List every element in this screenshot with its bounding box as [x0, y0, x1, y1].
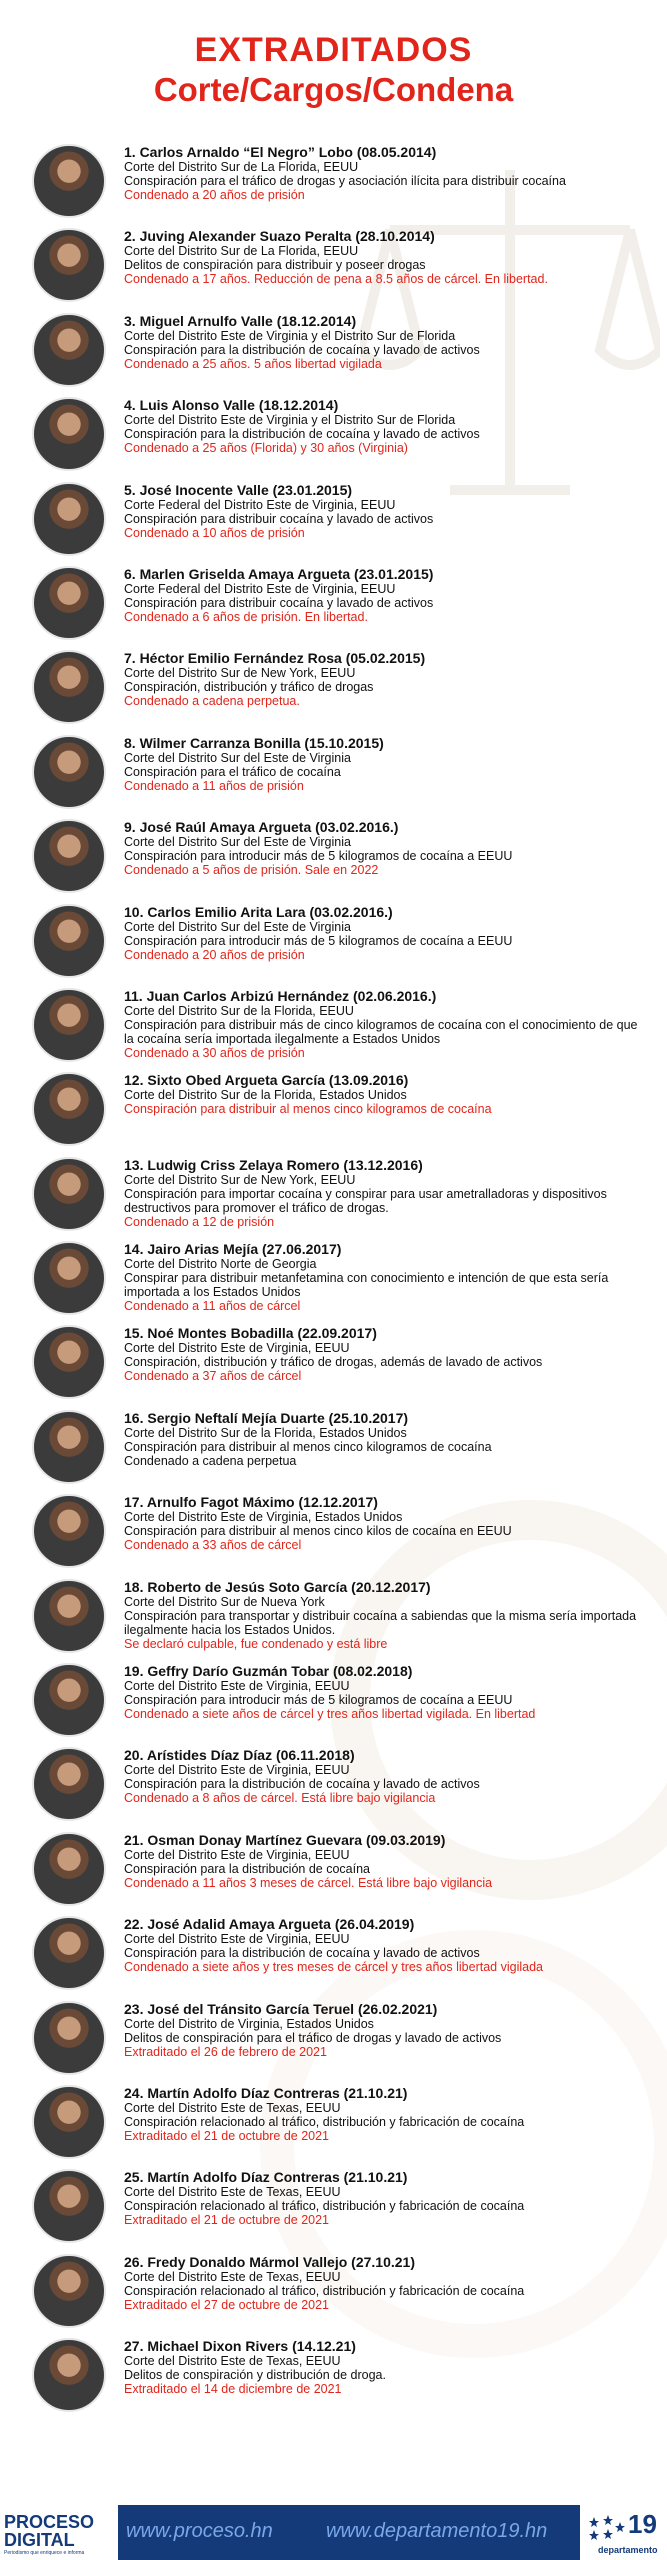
entry-court: Corte del Distrito Este de Virginia, EEUU: [124, 1763, 350, 1778]
entry-court: Corte del Distrito Sur de New York, EEUU: [124, 666, 356, 681]
entry-name: 19. Geffry Darío Guzmán Tobar (08.02.2018): [124, 1663, 413, 1680]
entry-court: Corte del Distrito Este de Virginia, EEUU: [124, 1679, 350, 1694]
entry-status: Condenado a 33 años de cárcel: [124, 1538, 302, 1553]
entry-name: 26. Fredy Donaldo Mármol Vallejo (27.10.21): [124, 2253, 415, 2270]
proceso-url-link[interactable]: www.proceso.hn: [126, 2520, 273, 2542]
entry-text: [124, 1072, 647, 1116]
entry-status: Condenado a 20 años de prisión: [124, 947, 305, 962]
entry-text: [124, 228, 647, 286]
entry-name: 8. Wilmer Carranza Bonilla (15.10.2015): [124, 734, 384, 751]
entry-name: 9. José Raúl Amaya Argueta (03.02.2016.): [124, 819, 399, 836]
entry-text: [124, 566, 647, 624]
list-item: [0, 2165, 667, 2249]
entry-charge: Conspiración para la distribución de cocaína y lavado de activos: [124, 342, 480, 357]
entry-name: 22. José Adalid Amaya Argueta (26.04.2019): [124, 1916, 415, 1933]
entry-court: Corte del Distrito Sur de La Florida, EEUU: [124, 244, 359, 259]
avatar: [32, 1325, 106, 1399]
entry-name: 7. Héctor Emilio Fernández Rosa (05.02.2015): [124, 650, 426, 667]
entry-name: 5. José Inocente Valle (23.01.2015): [124, 481, 353, 498]
entry-charge: Delitos de conspiración para distribuir y poseer drogas: [124, 258, 426, 273]
entry-text: [124, 2254, 647, 2312]
entry-text: [124, 1663, 647, 1721]
departamento19-wordmark: departamento: [598, 2545, 658, 2555]
entry-status: Conspiración para distribuir al menos cinco kilogramos de cocaína: [124, 1102, 492, 1117]
list-item: [0, 815, 667, 899]
extradited-list: [0, 140, 667, 2505]
entry-status: Extraditado el 21 de octubre de 2021: [124, 2213, 330, 2228]
list-item: [0, 562, 667, 646]
entry-charge: Conspiración para introducir más de 5 kilogramos de cocaína a EEUU: [124, 849, 513, 864]
list-item: [0, 393, 667, 477]
avatar: [32, 1916, 106, 1990]
entry-name: 21. Osman Donay Martínez Guevara (09.03.2019): [124, 1831, 446, 1848]
entry-text: [124, 313, 647, 371]
avatar: [32, 2085, 106, 2159]
entry-text: [124, 1494, 647, 1552]
entry-charge: Conspiración para distribuir al menos cinco kilogramos de cocaína: [124, 1439, 492, 1454]
entry-text: [124, 2085, 647, 2143]
entry-charge: Conspiración para transportar y distribuir cocaína a sabiendas que la misma sería importada ilegalmente hacia los Estados Unidos.: [124, 1608, 637, 1637]
entry-name: 17. Arnulfo Fagot Máximo (12.12.2017): [124, 1494, 378, 1511]
entry-court: Corte del Distrito Sur de La Florida, EEUU: [124, 160, 359, 174]
list-item: [0, 1153, 667, 1237]
entry-status: Condenado a 30 años de prisión: [124, 1045, 305, 1060]
entry-name: 27. Michael Dixon Rivers (14.12.21): [124, 2338, 356, 2355]
proceso-digital-logo[interactable]: [0, 2505, 118, 2560]
entry-charge: Delitos de conspiración y distribución de droga.: [124, 2368, 386, 2383]
list-item: [0, 478, 667, 562]
entry-status: Condenado a 8 años de cárcel. Está libre bajo vigilancia: [124, 1791, 436, 1806]
entry-court: Corte del Distrito Sur de Nueva York: [124, 1594, 325, 1609]
avatar: [32, 144, 106, 218]
entry-charge: Conspiración para distribuir cocaína y lavado de activos: [124, 511, 434, 526]
avatar: [32, 1072, 106, 1146]
entry-court: Corte del Distrito Este de Virginia, EEUU: [124, 1341, 350, 1356]
entry-charge: Conspiración relacionado al tráfico, distribución y fabricación de cocaína: [124, 2114, 525, 2129]
entry-text: [124, 735, 647, 793]
entry-status: Condenado a 37 años de cárcel: [124, 1369, 302, 1384]
entry-text: [124, 1579, 647, 1651]
avatar: [32, 904, 106, 978]
proceso-digital-tagline: Periodismo que enriquece e informa: [4, 2550, 85, 2556]
entry-charge: Conspirar para distribuir metanfetamina con conocimiento e intención de que esta sería importada a los Estados Unidos: [124, 1271, 609, 1300]
entry-name: 10. Carlos Emilio Arita Lara (03.02.2016.): [124, 903, 393, 920]
stars-icon: [586, 2513, 626, 2543]
departamento19-number: 19: [628, 2509, 657, 2539]
entry-court: Corte del Distrito Norte de Georgia: [124, 1257, 317, 1272]
entry-name: 23. José del Tránsito García Teruel (26.02.2021): [124, 2000, 438, 2017]
entry-text: [124, 1241, 647, 1313]
departamento19-logo[interactable]: [580, 2505, 667, 2560]
entry-court: Corte del Distrito Este de Texas, EEUU: [124, 2269, 341, 2284]
entry-court: Corte del Distrito Sur del Este de Virginia: [124, 750, 351, 765]
entry-text: [124, 1832, 647, 1890]
list-item: [0, 1575, 667, 1659]
entry-name: 18. Roberto de Jesús Soto García (20.12.2017): [124, 1578, 431, 1595]
entry-status: Condenado a 10 años de prisión: [124, 525, 305, 540]
entry-charge: Conspiración para el tráfico de drogas y asociación ilícita para distribuir cocaína: [124, 174, 566, 188]
entry-text: [124, 1410, 647, 1468]
avatar: [32, 1663, 106, 1737]
list-item: [0, 1237, 667, 1321]
entry-text: [124, 650, 647, 708]
list-item: [0, 1321, 667, 1405]
entry-status: Condenado a 17 años. Reducción de pena a 8.5 años de cárcel. En libertad.: [124, 272, 548, 287]
entry-court: Corte del Distrito Sur del Este de Virginia: [124, 919, 351, 934]
avatar: [32, 1832, 106, 1906]
entry-name: 12. Sixto Obed Argueta García (13.09.2016): [124, 1072, 409, 1089]
entry-status: Condenado a siete años de cárcel y tres años libertad vigilada. En libertad: [124, 1707, 536, 1722]
list-item: [0, 900, 667, 984]
avatar: [32, 1410, 106, 1484]
list-item: [0, 1490, 667, 1574]
page-title: EXTRADITADOS: [194, 31, 473, 69]
entry-status: Se declaró culpable, fue condenado y está libre: [124, 1636, 388, 1651]
entry-court: Corte del Distrito Sur de la Florida, Estados Unidos: [124, 1425, 407, 1440]
entry-name: 6. Marlen Griselda Amaya Argueta (23.01.2015): [124, 565, 434, 582]
avatar: [32, 482, 106, 556]
entry-text: [124, 1325, 647, 1383]
list-item: [0, 1406, 667, 1490]
entry-charge: Conspiración para distribuir al menos cinco kilos de cocaína en EEUU: [124, 1524, 512, 1539]
list-item: [0, 731, 667, 815]
avatar: [32, 313, 106, 387]
departamento19-url-link[interactable]: www.departamento19.hn: [326, 2520, 548, 2542]
entry-charge: Conspiración para introducir más de 5 kilogramos de cocaína a EEUU: [124, 1693, 513, 1708]
entry-court: Corte del Distrito Sur de la Florida, EEUU: [124, 1003, 354, 1018]
entry-name: 1. Carlos Arnaldo “El Negro” Lobo (08.05.2014): [124, 144, 437, 160]
entry-name: 15. Noé Montes Bobadilla (22.09.2017): [124, 1325, 377, 1342]
list-item: [0, 1912, 667, 1996]
entry-status: Condenado a 25 años (Florida) y 30 años (Virginia): [124, 441, 408, 456]
entry-charge: Conspiración para el tráfico de cocaína: [124, 764, 341, 779]
entry-charge: Conspiración relacionado al tráfico, distribución y fabricación de cocaína: [124, 2283, 525, 2298]
entry-charge: Conspiración para importar cocaína y conspirar para usar ametralladoras y dispositivos destructivos para promover el tráfico de drogas.: [124, 1186, 607, 1215]
entry-charge: Conspiración para la distribución de cocaína: [124, 1861, 370, 1876]
list-item: [0, 1743, 667, 1827]
entry-charge: Conspiración para la distribución de cocaína y lavado de activos: [124, 1777, 480, 1792]
entry-court: Corte del Distrito Sur de New York, EEUU: [124, 1172, 356, 1187]
entry-court: Corte Federal del Distrito Este de Virginia, EEUU: [124, 497, 396, 512]
entry-text: [124, 1916, 647, 1974]
footer: [0, 2505, 667, 2560]
avatar: [32, 819, 106, 893]
entry-court: Corte del Distrito Sur del Este de Virginia: [124, 835, 351, 850]
entry-court: Corte del Distrito de Virginia, Estados Unidos: [124, 2016, 374, 2031]
entry-court: Corte del Distrito Este de Virginia y el Distrito Sur de Florida: [124, 328, 456, 343]
entry-text: [124, 988, 647, 1060]
entry-court: Corte Federal del Distrito Este de Virginia, EEUU: [124, 581, 396, 596]
list-item: [0, 2334, 667, 2418]
entry-court: Corte del Distrito Este de Texas, EEUU: [124, 2354, 341, 2369]
list-item: [0, 984, 667, 1068]
avatar: [32, 988, 106, 1062]
avatar: [32, 1747, 106, 1821]
entry-court: Corte del Distrito Este de Virginia y el Distrito Sur de Florida: [124, 413, 456, 428]
entry-name: 20. Arístides Díaz Díaz (06.11.2018): [124, 1747, 355, 1764]
entry-charge: Conspiración, distribución y tráfico de drogas, además de lavado de activos: [124, 1355, 543, 1370]
entry-status: Condenado a cadena perpetua.: [124, 694, 300, 709]
entry-name: 25. Martín Adolfo Díaz Contreras (21.10.21): [124, 2169, 408, 2186]
entry-status: Extraditado el 14 de diciembre de 2021: [124, 2382, 342, 2397]
entry-status: Condenado a 11 años de prisión: [124, 778, 304, 793]
avatar: [32, 2001, 106, 2075]
avatar: [32, 650, 106, 724]
entry-text: [124, 2338, 647, 2396]
list-item: [0, 2250, 667, 2334]
entry-text: [124, 144, 647, 202]
entry-status: Condenado a 6 años de prisión. En libertad.: [124, 609, 368, 624]
entry-name: 2. Juving Alexander Suazo Peralta (28.10.2014): [124, 228, 435, 245]
entry-text: [124, 2001, 647, 2059]
entry-text: [124, 1747, 647, 1805]
entry-name: 11. Juan Carlos Arbizú Hernández (02.06.2016.): [124, 987, 437, 1004]
avatar: [32, 2169, 106, 2243]
entry-status: Condenado a 25 años. 5 años libertad vigilada: [124, 356, 382, 371]
list-item: [0, 309, 667, 393]
entry-charge: Conspiración para distribuir más de cinco kilogramos de cocaína con el conocimiento de que la cocaína sería importada ilegalmente a Estados Unidos: [124, 1017, 638, 1046]
entry-status: Extraditado el 21 de octubre de 2021: [124, 2128, 330, 2143]
entry-status: Condenado a cadena perpetua: [124, 1453, 297, 1468]
list-item: [0, 140, 667, 224]
header: [0, 30, 667, 110]
avatar: [32, 1157, 106, 1231]
list-item: [0, 224, 667, 308]
entry-text: [124, 819, 647, 877]
entry-court: Corte del Distrito Este de Texas, EEUU: [124, 2185, 341, 2200]
entry-charge: Conspiración para la distribución de cocaína y lavado de activos: [124, 1946, 480, 1961]
list-item: [0, 646, 667, 730]
entry-status: Condenado a siete años y tres meses de cárcel y tres años libertad vigilada: [124, 1960, 543, 1975]
entry-charge: Conspiración para la distribución de cocaína y lavado de activos: [124, 427, 480, 442]
entry-status: Extraditado el 27 de octubre de 2021: [124, 2297, 330, 2312]
avatar: [32, 566, 106, 640]
avatar: [32, 397, 106, 471]
avatar: [32, 1241, 106, 1315]
entry-status: Extraditado el 26 de febrero de 2021: [124, 2044, 327, 2059]
proceso-digital-wordmark: PROCESO DIGITAL: [4, 2512, 95, 2550]
list-item: [0, 1068, 667, 1152]
avatar: [32, 735, 106, 809]
entry-text: [124, 1157, 647, 1229]
entry-status: Condenado a 12 de prisión: [124, 1214, 275, 1229]
entry-name: 13. Ludwig Criss Zelaya Romero (13.12.2016): [124, 1156, 423, 1173]
avatar: [32, 1579, 106, 1653]
avatar: [32, 228, 106, 302]
entry-name: 14. Jairo Arias Mejía (27.06.2017): [124, 1241, 342, 1258]
list-item: [0, 2081, 667, 2165]
entry-name: 16. Sergio Neftalí Mejía Duarte (25.10.2017): [124, 1409, 409, 1426]
entry-court: Corte del Distrito Este de Virginia, EEUU: [124, 1932, 350, 1947]
entry-court: Corte del Distrito Este de Texas, EEUU: [124, 2100, 341, 2115]
entry-status: Condenado a 5 años de prisión. Sale en 2022: [124, 863, 379, 878]
entry-charge: Conspiración para introducir más de 5 kilogramos de cocaína a EEUU: [124, 933, 513, 948]
page-subtitle: Corte/Cargos/Condena: [153, 71, 514, 108]
entry-court: Corte del Distrito Sur de la Florida, Estados Unidos: [124, 1088, 407, 1103]
entry-charge: Conspiración, distribución y tráfico de drogas: [124, 680, 374, 695]
entry-charge: Delitos de conspiración para el tráfico de drogas y lavado de activos: [124, 2030, 502, 2045]
entry-text: [124, 482, 647, 540]
avatar: [32, 2254, 106, 2328]
entry-status: Condenado a 20 años de prisión: [124, 188, 305, 202]
avatar: [32, 2338, 106, 2412]
entry-name: 4. Luis Alonso Valle (18.12.2014): [124, 397, 339, 414]
list-item: [0, 1828, 667, 1912]
list-item: [0, 1997, 667, 2081]
avatar: [32, 1494, 106, 1568]
entry-charge: Conspiración relacionado al tráfico, distribución y fabricación de cocaína: [124, 2199, 525, 2214]
entry-status: Condenado a 11 años de cárcel: [124, 1299, 301, 1314]
entry-name: 24. Martín Adolfo Díaz Contreras (21.10.21): [124, 2084, 408, 2101]
entry-text: [124, 2169, 647, 2227]
list-item: [0, 1659, 667, 1743]
entry-text: [124, 397, 647, 455]
entry-court: Corte del Distrito Este de Virginia, EEUU: [124, 1847, 350, 1862]
entry-court: Corte del Distrito Este de Virginia, Estados Unidos: [124, 1510, 403, 1525]
entry-name: 3. Miguel Arnulfo Valle (18.12.2014): [124, 312, 357, 329]
entry-status: Condenado a 11 años 3 meses de cárcel. Está libre bajo vigilancia: [124, 1875, 493, 1890]
entry-text: [124, 904, 647, 962]
entry-charge: Conspiración para distribuir cocaína y lavado de activos: [124, 595, 434, 610]
